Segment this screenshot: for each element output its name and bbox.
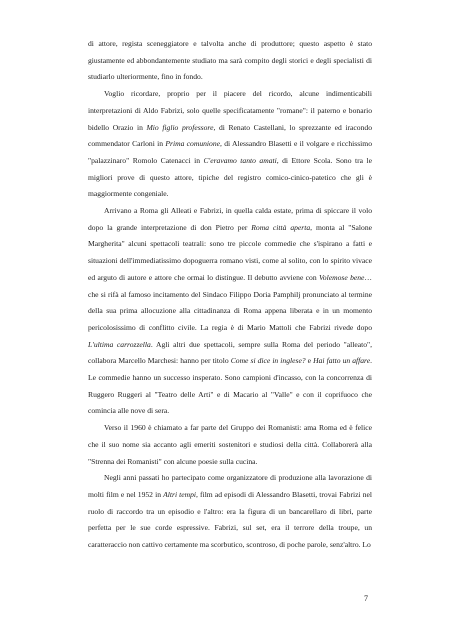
- paragraph-2: Voglio ricordare, proprio per il piacere del ricordo, alcune indimenticabili interpretazioni di Aldo Fabrizi, solo quelle specificatamente "romane": il paterno e bonario bidello Orazio in Mio figlio professore, di Renato Castellani, lo sprezzante ed iracondo commendator Carloni in Prima comunione, di Alessandro Blasetti e il volgare e ricchissimo "palazzinaro" Romolo Catenacci in C'eravamo tanto amati, di Ettore Scola. Sono tra le migliori prove di questo attore, tipiche del registro comico-cinico-patetico che gli è maggiormente congeniale.: [88, 89, 372, 199]
- paragraph-4: Verso il 1960 è chiamato a far parte del Gruppo dei Romanisti: ama Roma ed è felice che il suo nome sia accanto agli emeriti sostenitori e studiosi della città. Collaborerà alla "Strenna dei Romanisti" con alcune poesie sulla cucina.: [88, 423, 372, 466]
- page-number: 7: [364, 594, 368, 603]
- paragraph-1: di attore, regista sceneggiatore e talvolta anche di produttore; questo aspetto è stato giustamente ed abbondantemente studiato ma sarà compito degli storici e degli specialisti di studiarlo ulteriormente, fino in fondo.: [88, 39, 372, 82]
- paragraph-3: Arrivano a Roma gli Alleati e Fabrizi, in quella calda estate, prima di spiccare il volo dopo la grande interpretazione di don Pietro per Roma città aperta, monta al "Salone Margherita" alcuni spettacoli teatrali: sono tre piccole commedie che s'ispirano a fatti e situazioni dell'immediatissimo dopoguerra romano visti, come al solito, con lo spirito vivace ed arguto di autore e attore che ormai lo distingue. Il debutto avviene con Volemose bene…che si rifà al famoso incitamento del Sindaco Filippo Doria Pamphilj pronunciato al termine della sua prima allocuzione alla cittadinanza di Roma appena liberata e in un momento pericolosissimo di conflitto civile. La regia è di Mario Mattoli che Fabrizi rivede dopo L'ultima carrozzella. Agli altri due spettacoli, sempre sulla Roma del periodo "alleato", collabora Marcello Marchesi: hanno per titolo Come si dice in inglese? e Hai fatto un affare. Le commedie hanno un successo insperato. Sono campioni d'incasso, con la concorrenza di Ruggero Ruggeri al "Teatro delle Arti" e di Macario al "Valle" e con il coprifuoco che comincia alle nove di sera.: [88, 206, 372, 416]
- paragraph-5: Negli anni passati ho partecipato come organizzatore di produzione alla lavorazione di molti film e nel 1952 in Altri tempi, film ad episodi di Alessandro Blasetti, trovai Fabrizi nel ruolo di raccordo tra un episodio e l'altro: era la figura di un bancarellaro di libri, parte perfetta per le sue corde espressive. Fabrizi, sul set, era il terrore della troupe, un caratteraccio non cattivo certamente ma scorbutico, scontroso, di poche parole, senz'altro. Lo: [88, 473, 372, 550]
- body-text: [88, 36, 372, 554]
